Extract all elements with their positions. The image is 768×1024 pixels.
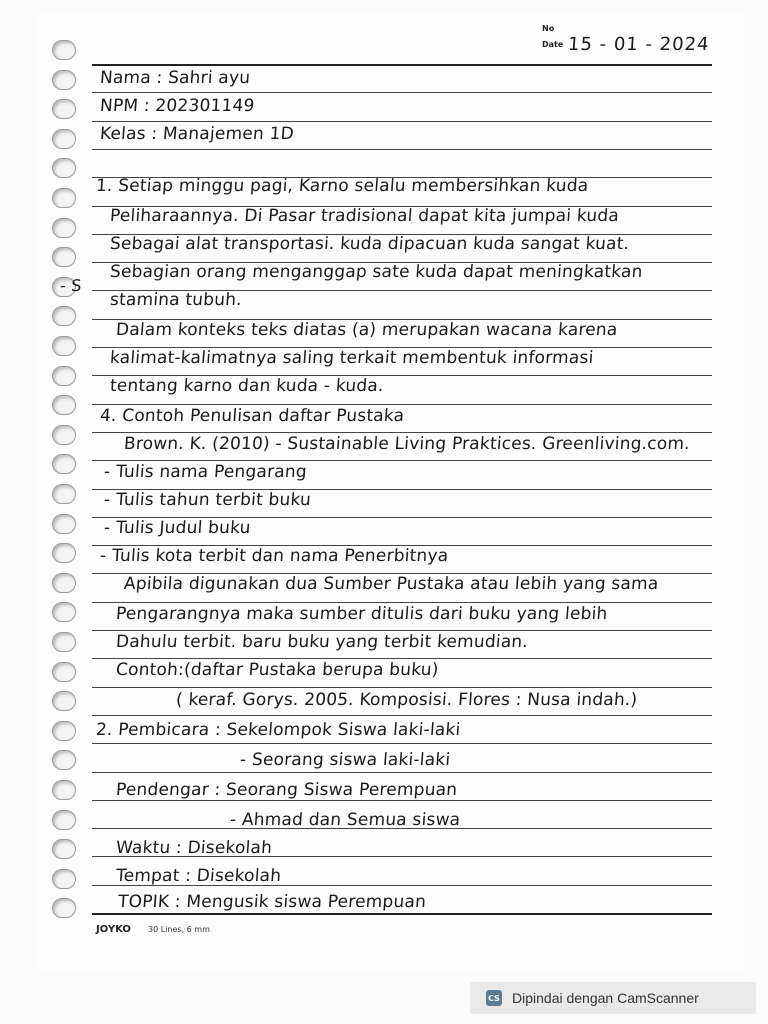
binder-hole (52, 839, 76, 859)
ruled-line (92, 121, 712, 122)
binder-hole (52, 691, 76, 711)
ruled-line (92, 64, 712, 66)
text-line: TOPIK : Mengusik siswa Perempuan (117, 892, 427, 912)
binder-hole (52, 366, 76, 386)
binder-hole (52, 336, 76, 356)
watermark-text: Dipindai dengan CamScanner (512, 990, 699, 1006)
camscanner-icon: CS (486, 990, 502, 1006)
date-label: Date (542, 40, 564, 49)
text-line: 2. Pembicara : Sekelompok Siswa laki-laki (95, 720, 462, 740)
ruled-line (92, 715, 712, 716)
binder-hole (52, 247, 76, 267)
binder-hole (52, 395, 76, 415)
brand-logo: JOYKO (96, 924, 131, 935)
binder-hole (52, 543, 76, 563)
ruled-line (92, 913, 712, 915)
binder-hole (52, 218, 76, 238)
binder-hole (52, 632, 76, 652)
text-line: - Tulis tahun terbit buku (103, 490, 312, 510)
text-line: - Tulis kota terbit dan nama Penerbitnya (99, 546, 450, 566)
binder-hole (52, 810, 76, 830)
text-line: NPM : 202301149 (99, 96, 256, 116)
text-line: Pendengar : Seorang Siswa Perempuan (115, 780, 458, 800)
text-line: Kelas : Manajemen 1D (99, 124, 295, 144)
text-line: 4. Contoh Penulisan daftar Pustaka (99, 406, 405, 426)
text-line: stamina tubuh. (109, 290, 243, 310)
text-line: Waktu : Disekolah (115, 838, 273, 858)
text-line: Dalam konteks teks diatas (a) merupakan wacana karena (115, 320, 619, 340)
text-line: - Seorang siswa laki-laki (239, 750, 451, 770)
text-line: - Tulis Judul buku (103, 518, 252, 538)
ruled-line (92, 630, 712, 631)
ruled-line (92, 602, 712, 603)
binder-hole (52, 306, 76, 326)
text-line: tentang karno dan kuda - kuda. (109, 376, 385, 396)
binder-hole (52, 99, 76, 119)
binder-hole (52, 869, 76, 889)
ruled-line (92, 687, 712, 688)
text-line: Sebagian orang menganggap sate kuda dapat meningkatkan (109, 262, 644, 282)
binder-hole (52, 573, 76, 593)
binder-hole (52, 40, 76, 60)
binder-hole (52, 750, 76, 770)
binder-hole (52, 129, 76, 149)
text-line: - Ahmad dan Semua siswa (229, 810, 461, 830)
ruled-line (92, 92, 712, 93)
binder-hole (52, 158, 76, 178)
camscanner-watermark (470, 982, 756, 1014)
no-label: No (542, 24, 555, 33)
binder-hole (52, 70, 76, 90)
text-line: Peliharaannya. Di Pasar tradisional dapat kita jumpai kuda (109, 206, 620, 226)
binder-hole (52, 780, 76, 800)
text-line: Contoh:(daftar Pustaka berupa buku) (115, 660, 440, 680)
text-line: Pengarangnya maka sumber ditulis dari buku yang lebih (115, 604, 609, 624)
binder-hole (52, 898, 76, 918)
text-line: Apibila digunakan dua Sumber Pustaka atau lebih yang sama (123, 574, 660, 594)
ruled-line (92, 743, 712, 744)
binder-hole (52, 514, 76, 534)
binder-hole (52, 721, 76, 741)
text-line: kalimat-kalimatnya saling terkait membentuk informasi (109, 348, 595, 368)
text-line: Sebagai alat transportasi. kuda dipacuan kuda sangat kuat. (109, 234, 630, 254)
binder-hole (52, 662, 76, 682)
binder-hole (52, 425, 76, 445)
text-line: Nama : Sahri ayu (99, 68, 251, 88)
text-line: Brown. K. (2010) - Sustainable Living Praktices. Greenliving.com. (123, 434, 691, 454)
ruled-line (92, 149, 712, 150)
binder-holes (52, 40, 82, 920)
text-line: Dahulu terbit. baru buku yang terbit kemudian. (115, 632, 529, 652)
binder-hole (52, 454, 76, 474)
text-line: ( keraf. Gorys. 2005. Komposisi. Flores : Nusa indah.) (175, 690, 639, 710)
text-line: 1. Setiap minggu pagi, Karno selalu membersihkan kuda (95, 176, 590, 196)
ruled-line (92, 432, 712, 433)
binder-hole (52, 602, 76, 622)
margin-note: - S (59, 276, 83, 295)
binder-hole (52, 484, 76, 504)
paper-spec: 30 Lines, 6 mm (148, 925, 210, 934)
ruled-line (92, 404, 712, 405)
date-value: 15 - 01 - 2024 (567, 34, 711, 55)
text-line: - Tulis nama Pengarang (103, 462, 308, 482)
binder-hole (52, 188, 76, 208)
ruled-line (92, 772, 712, 773)
text-line: Tempat : Disekolah (115, 866, 282, 886)
